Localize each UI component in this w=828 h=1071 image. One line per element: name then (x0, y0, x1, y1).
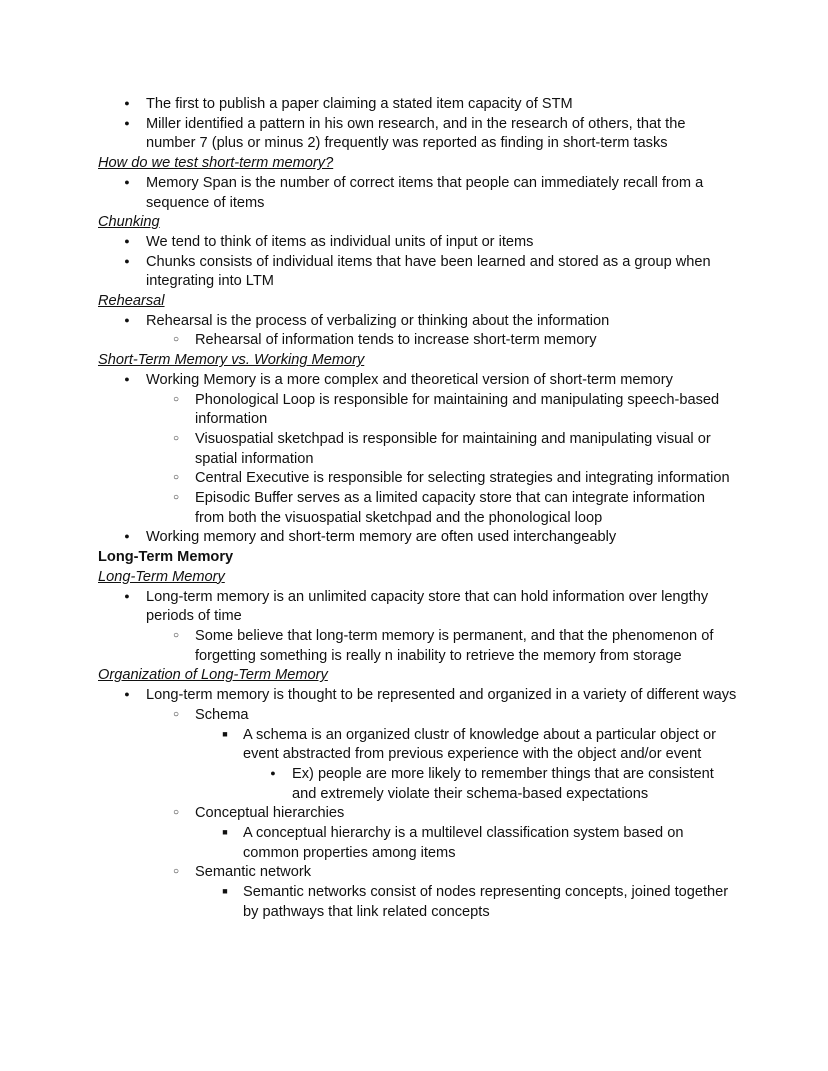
list-item-text: Semantic networks consist of nodes representing concepts, joined together by pathways that link related concepts (243, 884, 729, 920)
list-item-level-2 (0, 430, 828, 469)
list-item-level-2 (0, 627, 828, 666)
list-item-level-2 (0, 331, 828, 351)
list-item-level-1 (0, 174, 828, 213)
list-item-text: A conceptual hierarchy is a multilevel classification system based on common properties among items (243, 825, 684, 861)
list-item-text: The first to publish a paper claiming a stated item capacity of STM (146, 96, 573, 112)
document-body (0, 95, 828, 923)
disc-bullet-icon (120, 115, 134, 136)
disc-bullet-icon (120, 174, 134, 195)
circle-bullet-icon (169, 391, 183, 412)
section-subheading: How do we test short-term memory? (98, 155, 334, 172)
disc-bullet-icon (120, 528, 134, 549)
square-bullet-icon (218, 883, 232, 904)
list-item-text: Chunks consists of individual items that have been learned and stored as a group when integrating into LTM (146, 253, 711, 290)
disc-bullet-icon (120, 686, 134, 707)
list-item-level-1 (0, 233, 828, 253)
list-item-text: Miller identified a pattern in his own research, and in the research of others, that the number 7 (plus or minus 2) frequently was reported as finding in short-term tasks (146, 115, 686, 152)
square-bullet-icon (218, 726, 232, 747)
list-item-text: We tend to think of items as individual units of input or items (146, 233, 534, 250)
disc-bullet-icon (266, 765, 280, 786)
section-subheading: Short-Term Memory vs. Working Memory (98, 352, 365, 369)
disc-bullet-icon (120, 371, 134, 392)
list-item-text: Memory Span is the number of correct items that people can immediately recall from a sequence of items (146, 174, 704, 211)
circle-bullet-icon (169, 489, 183, 510)
circle-bullet-icon (169, 804, 183, 825)
list-item-level-4 (0, 765, 828, 804)
list-item-level-2 (0, 706, 828, 726)
list-item-text: Long-term memory is an unlimited capacity store that can hold information over lengthy periods of time (146, 588, 709, 625)
circle-bullet-icon (169, 863, 183, 884)
list-item-level-2 (0, 489, 828, 528)
list-item-level-2 (0, 391, 828, 430)
section-subheading: Long-Term Memory (98, 568, 225, 585)
list-item-text: Rehearsal is the process of verbalizing or thinking about the information (146, 312, 610, 329)
list-item-text: A schema is an organized clustr of knowledge about a particular object or event abstracted from previous experience with the object and/or event (243, 726, 716, 763)
list-item-level-1 (0, 253, 828, 292)
list-item-text: Some believe that long-term memory is permanent, and that the phenomenon of forgetting something is really n inability to retrieve the memory from storage (195, 627, 714, 664)
section-heading: Long-Term Memory (98, 549, 234, 566)
disc-bullet-icon (120, 233, 134, 254)
list-item-level-2 (0, 863, 828, 883)
list-item-level-3 (0, 824, 828, 863)
list-item-level-1 (0, 312, 828, 332)
list-item-level-1 (0, 115, 828, 154)
list-item-level-1 (0, 686, 828, 706)
list-item-text: Long-term memory is thought to be represented and organized in a variety of different ways (146, 687, 737, 704)
circle-bullet-icon (169, 627, 183, 648)
disc-bullet-icon (120, 253, 134, 274)
list-item-level-3 (0, 726, 828, 765)
circle-bullet-icon (169, 469, 183, 490)
list-item-text: Visuospatial sketchpad is responsible for maintaining and manipulating visual or spatial information (195, 430, 711, 467)
list-item-level-1 (0, 588, 828, 627)
section-subheading: Rehearsal (98, 293, 165, 310)
list-item-text: Rehearsal of information tends to increase short-term memory (195, 332, 597, 349)
list-item-level-1 (0, 528, 828, 548)
list-item-text: Episodic Buffer serves as a limited capacity store that can integrate information from both the visuospatial sketchpad and the phonological loop (195, 490, 705, 526)
list-item-text: Schema (195, 706, 249, 723)
section-subheading: Organization of Long-Term Memory (98, 667, 328, 684)
disc-bullet-icon (120, 312, 134, 333)
list-item-text: Conceptual hierarchies (195, 805, 345, 822)
list-item-text: Working Memory is a more complex and theoretical version of short-term memory (146, 371, 673, 388)
list-item-text: Central Executive is responsible for selecting strategies and integrating information (195, 470, 730, 487)
list-item-level-2 (0, 804, 828, 824)
list-item-level-1 (0, 371, 828, 391)
circle-bullet-icon (169, 430, 183, 451)
list-item-text: Ex) people are more likely to remember things that are consistent and extremely violate their schema-based expectations (292, 765, 714, 802)
section-subheading: Chunking (98, 214, 160, 231)
list-item-text: Working memory and short-term memory are often used interchangeably (146, 529, 617, 546)
list-item-level-2 (0, 469, 828, 489)
list-item-text: Phonological Loop is responsible for maintaining and manipulating speech-based information (195, 391, 720, 428)
list-item-level-1 (0, 95, 828, 115)
disc-bullet-icon (120, 588, 134, 609)
list-item-level-3 (0, 883, 828, 922)
circle-bullet-icon (169, 331, 183, 352)
square-bullet-icon (218, 824, 232, 845)
disc-bullet-icon (120, 95, 134, 116)
circle-bullet-icon (169, 706, 183, 727)
list-item-text: Semantic network (195, 864, 311, 881)
